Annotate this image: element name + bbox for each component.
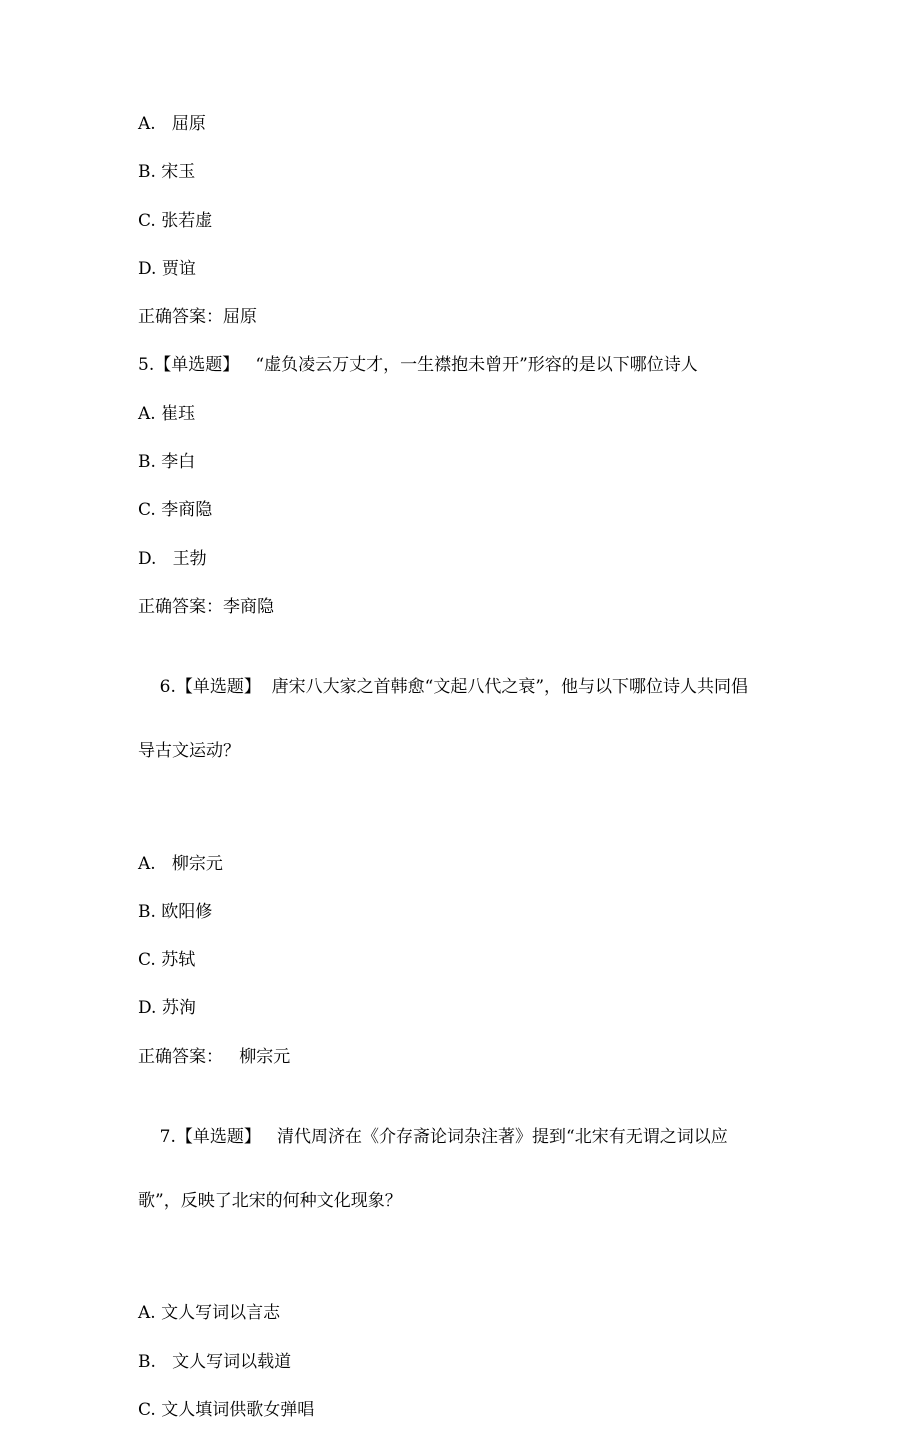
question-7-stem bbox=[138, 1089, 798, 1281]
correct-answer: 正确答案： 柳宗元 bbox=[138, 1046, 291, 1067]
option-b: B. 宋玉 bbox=[138, 162, 196, 183]
option-b: B. 文人写词以载道 bbox=[138, 1351, 292, 1372]
option-b: B. 李白 bbox=[138, 452, 196, 473]
option-c: C. 苏轼 bbox=[138, 950, 196, 971]
question-6-stem bbox=[138, 639, 798, 831]
option-c: C. 文人填词供歌女弹唱 bbox=[138, 1399, 315, 1420]
question-6-stem-line-1: 6.【单选题】 唐宋八大家之首韩愈“文起八代之衰”，他与以下哪位诗人共同倡 bbox=[159, 677, 749, 698]
option-d: D. 王勃 bbox=[138, 548, 207, 569]
option-c: C. 李商隐 bbox=[138, 500, 213, 521]
question-5-stem: 5.【单选题】 “虚负凌云万丈才，一生襟抱未曾开”形容的是以下哪位诗人 bbox=[138, 355, 698, 376]
question-7-stem-line-1: 7.【单选题】 清代周济在《介存斋论词杂注著》提到“北宋有无谓之词以应 bbox=[159, 1127, 728, 1148]
option-c: C. 张若虚 bbox=[138, 210, 213, 231]
option-a: A. 文人写词以言志 bbox=[138, 1303, 281, 1324]
document-page bbox=[138, 108, 798, 1442]
option-d: D. 贾谊 bbox=[138, 258, 196, 279]
question-6-stem-line-2: 导古文运动？ bbox=[138, 741, 240, 762]
correct-answer: 正确答案：屈原 bbox=[138, 307, 257, 328]
option-a: A. 屈原 bbox=[138, 114, 206, 134]
option-a: A. 柳宗元 bbox=[138, 853, 223, 874]
correct-answer: 正确答案：李商隐 bbox=[138, 596, 274, 617]
option-d: D. 苏洵 bbox=[138, 998, 196, 1019]
option-b: B. 欧阳修 bbox=[138, 901, 213, 922]
option-a: A. 崔珏 bbox=[138, 403, 196, 424]
question-7-stem-line-2: 歌”，反映了北宋的何种文化现象？ bbox=[138, 1191, 402, 1212]
